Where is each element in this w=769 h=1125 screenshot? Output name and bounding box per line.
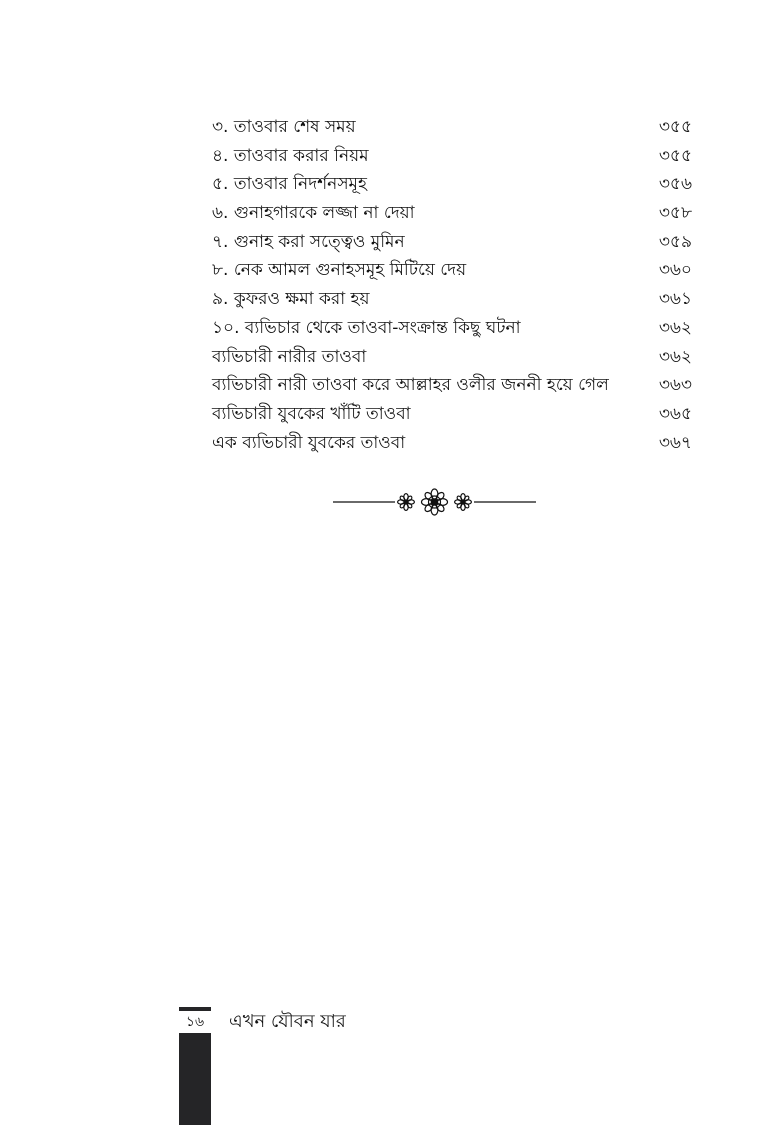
toc-entry-title: ব্যভিচারী নারীর তাওবা (212, 346, 367, 367)
toc-entry-page: ৩৬২ (658, 317, 692, 338)
table-of-contents (212, 113, 692, 457)
toc-entry-title: ৬. গুনাহগারকে লজ্জা না দেয়া (212, 203, 415, 224)
toc-entry-title: ৫. তাওবার নিদর্শনসমূহ (212, 174, 367, 195)
toc-entry[interactable] (212, 170, 692, 199)
toc-entry-title: ১০. ব্যভিচার থেকে তাওবা-সংক্রান্ত কিছু ঘটনা (212, 317, 521, 338)
toc-entry-title: ৩. তাওবার শেষ সময় (212, 117, 356, 137)
toc-entry-page: ৩৫৫ (658, 145, 692, 166)
toc-entry-title: ৪. তাওবার করার নিয়ম (212, 145, 369, 166)
toc-entry[interactable] (212, 113, 692, 142)
toc-entry[interactable] (212, 228, 692, 257)
toc-entry[interactable] (212, 314, 692, 343)
toc-entry-title: ব্যভিচারী নারী তাওবা করে আল্লাহর ওলীর জননী হয়ে গেল (212, 375, 609, 396)
toc-entry[interactable] (212, 285, 692, 314)
floral-divider-icon (333, 488, 536, 516)
toc-entry-title: ৯. কুফরও ক্ষমা করা হয় (212, 289, 370, 310)
toc-entry-page: ৩৬২ (658, 346, 692, 367)
toc-entry-page: ৩৫৯ (658, 231, 692, 252)
toc-entry-page: ৩৬৫ (658, 403, 692, 424)
toc-entry-page: ৩৫৬ (658, 174, 692, 195)
footer-page-number: ১৬ (179, 1007, 211, 1033)
toc-entry[interactable] (212, 199, 692, 228)
toc-entry[interactable] (212, 371, 692, 400)
toc-entry[interactable] (212, 400, 692, 429)
toc-entry-title: ৭. গুনাহ করা সত্ত্বেও মুমিন (212, 231, 405, 252)
toc-entry-page: ৩৬১ (658, 289, 692, 310)
footer-book-title: এখন যৌবন যার (229, 1011, 346, 1032)
toc-entry-page: ৩৬৭ (658, 432, 692, 453)
toc-entry-page: ৩৬০ (658, 260, 692, 281)
toc-entry-title: এক ব্যভিচারী যুবকের তাওবা (212, 432, 406, 453)
toc-entry-title: ৮. নেক আমল গুনাহসমূহ মিটিয়ে দেয় (212, 260, 467, 281)
toc-entry-page: ৩৬৩ (658, 375, 692, 396)
toc-entry[interactable] (212, 343, 692, 372)
toc-entry[interactable] (212, 256, 692, 285)
toc-entry-page: ৩৫৫ (658, 117, 692, 137)
toc-entry[interactable] (212, 142, 692, 171)
toc-entry[interactable] (212, 429, 692, 458)
toc-entry-page: ৩৫৮ (658, 203, 692, 224)
toc-entry-title: ব্যভিচারী যুবকের খাঁটি তাওবা (212, 403, 411, 424)
